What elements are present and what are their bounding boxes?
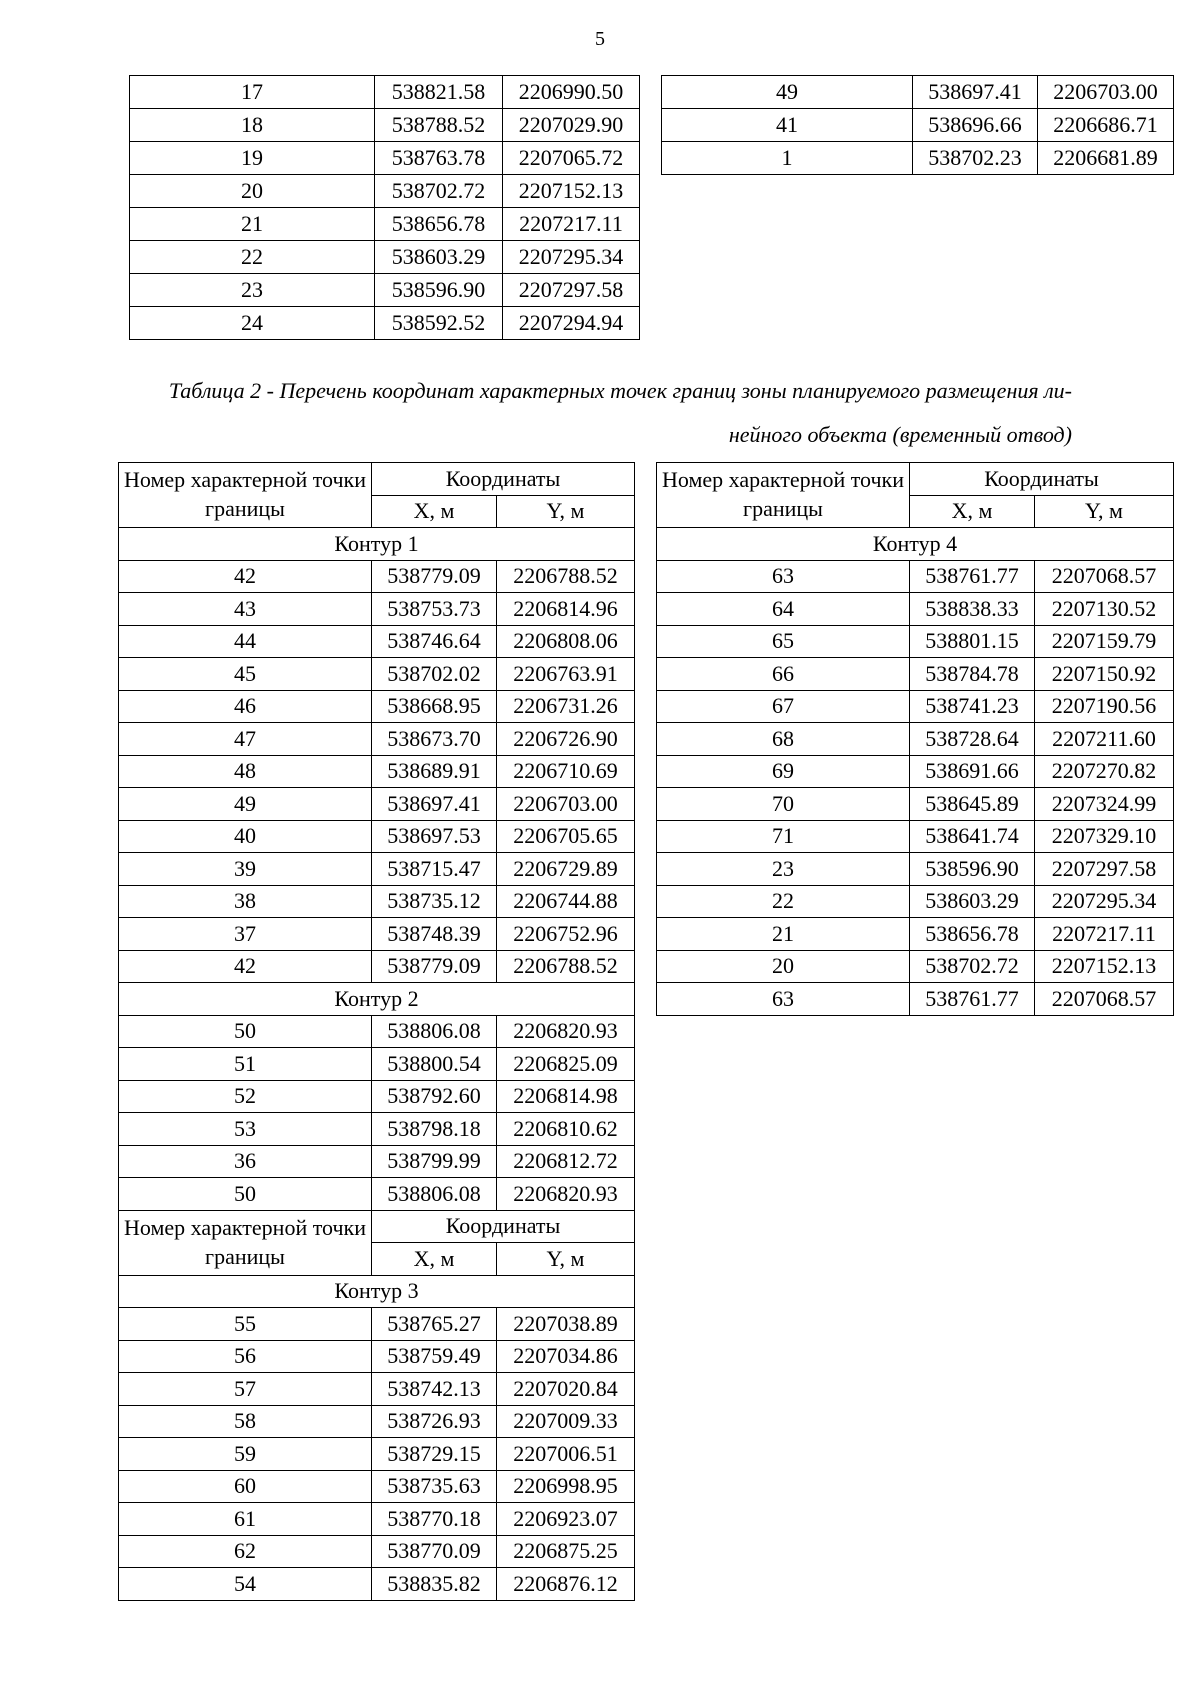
x-coordinate-cell: 538656.78 (910, 918, 1035, 951)
x-coordinate-cell: 538798.18 (372, 1113, 497, 1146)
table-row (119, 1535, 635, 1568)
y-coordinate-cell: 2206726.90 (497, 723, 635, 756)
y-coordinate-cell: 2206731.26 (497, 690, 635, 723)
x-coordinate-cell: 538800.54 (372, 1048, 497, 1081)
table-row (657, 885, 1174, 918)
y-coordinate-cell: 2206705.65 (497, 820, 635, 853)
x-coordinate-cell: 538673.70 (372, 723, 497, 756)
x-coordinate-cell: 538788.52 (375, 109, 503, 142)
table-row (657, 853, 1174, 886)
table-row (119, 560, 635, 593)
point-number-cell: 69 (657, 755, 910, 788)
x-coordinate-cell: 538835.82 (372, 1568, 497, 1601)
x-coordinate-cell: 538728.64 (910, 723, 1035, 756)
x-coordinate-cell: 538702.72 (375, 175, 503, 208)
header-coordinates: Координаты (372, 1210, 635, 1243)
y-coordinate-cell: 2206788.52 (497, 950, 635, 983)
point-number-cell: 63 (657, 983, 910, 1016)
point-number-cell: 1 (662, 142, 913, 175)
x-coordinate-cell: 538799.99 (372, 1145, 497, 1178)
y-coordinate-cell: 2207217.11 (503, 208, 640, 241)
point-number-cell: 20 (657, 950, 910, 983)
point-number-cell: 55 (119, 1308, 372, 1341)
x-coordinate-cell: 538735.12 (372, 885, 497, 918)
point-number-cell: 21 (130, 208, 375, 241)
point-number-cell: 60 (119, 1470, 372, 1503)
y-coordinate-cell: 2207009.33 (497, 1405, 635, 1438)
y-coordinate-cell: 2206703.00 (497, 788, 635, 821)
point-number-cell: 57 (119, 1373, 372, 1406)
point-number-cell: 67 (657, 690, 910, 723)
point-number-cell: 44 (119, 625, 372, 658)
y-coordinate-cell: 2206710.69 (497, 755, 635, 788)
point-number-cell: 56 (119, 1340, 372, 1373)
x-coordinate-cell: 538770.09 (372, 1535, 497, 1568)
y-coordinate-cell: 2207297.58 (503, 274, 640, 307)
point-number-cell: 48 (119, 755, 372, 788)
header-point-number: Номер характерной точки границы (119, 1210, 372, 1275)
point-number-cell: 51 (119, 1048, 372, 1081)
x-coordinate-cell: 538697.41 (913, 76, 1038, 109)
point-number-cell: 36 (119, 1145, 372, 1178)
x-coordinate-cell: 538689.91 (372, 755, 497, 788)
table-row (657, 690, 1174, 723)
table-row (119, 1503, 635, 1536)
table1-continued-right (661, 75, 1174, 175)
y-coordinate-cell: 2207324.99 (1035, 788, 1174, 821)
x-coordinate-cell: 538801.15 (910, 625, 1035, 658)
y-coordinate-cell: 2207217.11 (1035, 918, 1174, 951)
contour-1-title: Контур 1 (119, 528, 635, 561)
x-coordinate-cell: 538715.47 (372, 853, 497, 886)
x-coordinate-cell: 538729.15 (372, 1438, 497, 1471)
y-coordinate-cell: 2207068.57 (1035, 983, 1174, 1016)
table-row (657, 983, 1174, 1016)
point-number-cell: 19 (130, 142, 375, 175)
table-row (119, 1340, 635, 1373)
x-coordinate-cell: 538596.90 (375, 274, 503, 307)
table1-continued-left (129, 75, 640, 340)
y-coordinate-cell: 2207270.82 (1035, 755, 1174, 788)
table-row (119, 1178, 635, 1211)
y-coordinate-cell: 2206744.88 (497, 885, 635, 918)
x-coordinate-cell: 538742.13 (372, 1373, 497, 1406)
table-row (130, 208, 640, 241)
y-coordinate-cell: 2207130.52 (1035, 593, 1174, 626)
contour-2-title: Контур 2 (119, 983, 635, 1016)
x-coordinate-cell: 538702.23 (913, 142, 1038, 175)
table-row (657, 788, 1174, 821)
x-coordinate-cell: 538696.66 (913, 109, 1038, 142)
x-coordinate-cell: 538746.64 (372, 625, 497, 658)
table-header-row (657, 463, 1174, 496)
point-number-cell: 24 (130, 307, 375, 340)
table-row (119, 1015, 635, 1048)
table-row (119, 1308, 635, 1341)
table-row (119, 593, 635, 626)
y-coordinate-cell: 2207297.58 (1035, 853, 1174, 886)
table-row (119, 1568, 635, 1601)
x-coordinate-cell: 538697.41 (372, 788, 497, 821)
header-x: X, м (372, 495, 497, 528)
y-coordinate-cell: 2206752.96 (497, 918, 635, 951)
point-number-cell: 21 (657, 918, 910, 951)
table-row (119, 853, 635, 886)
y-coordinate-cell: 2206814.96 (497, 593, 635, 626)
x-coordinate-cell: 538641.74 (910, 820, 1035, 853)
table2-caption-line2: нейного объекта (временный отвод) (728, 422, 1072, 447)
y-coordinate-cell: 2207211.60 (1035, 723, 1174, 756)
table-row (119, 1080, 635, 1113)
x-coordinate-cell: 538741.23 (910, 690, 1035, 723)
x-coordinate-cell: 538656.78 (375, 208, 503, 241)
table-row (119, 723, 635, 756)
y-coordinate-cell: 2207295.34 (1035, 885, 1174, 918)
point-number-cell: 41 (662, 109, 913, 142)
point-number-cell: 37 (119, 918, 372, 951)
x-coordinate-cell: 538761.77 (910, 560, 1035, 593)
table-row (119, 950, 635, 983)
point-number-cell: 54 (119, 1568, 372, 1601)
table2-right (656, 462, 1174, 1016)
x-coordinate-cell: 538702.02 (372, 658, 497, 691)
table-row (119, 755, 635, 788)
y-coordinate-cell: 2206729.89 (497, 853, 635, 886)
table-row (130, 76, 640, 109)
y-coordinate-cell: 2206788.52 (497, 560, 635, 593)
point-number-cell: 23 (657, 853, 910, 886)
table-row (657, 625, 1174, 658)
point-number-cell: 70 (657, 788, 910, 821)
x-coordinate-cell: 538759.49 (372, 1340, 497, 1373)
point-number-cell: 53 (119, 1113, 372, 1146)
y-coordinate-cell: 2207034.86 (497, 1340, 635, 1373)
x-coordinate-cell: 538779.09 (372, 950, 497, 983)
x-coordinate-cell: 538753.73 (372, 593, 497, 626)
table-row (130, 307, 640, 340)
x-coordinate-cell: 538697.53 (372, 820, 497, 853)
page-number: 5 (595, 28, 605, 50)
point-number-cell: 39 (119, 853, 372, 886)
x-coordinate-cell: 538603.29 (375, 241, 503, 274)
table-header-row-repeat (119, 1210, 635, 1243)
table-row (130, 175, 640, 208)
point-number-cell: 22 (130, 241, 375, 274)
y-coordinate-cell: 2207006.51 (497, 1438, 635, 1471)
y-coordinate-cell: 2206820.93 (497, 1015, 635, 1048)
point-number-cell: 42 (119, 560, 372, 593)
y-coordinate-cell: 2206808.06 (497, 625, 635, 658)
point-number-cell: 49 (662, 76, 913, 109)
y-coordinate-cell: 2206686.71 (1038, 109, 1174, 142)
table-row (662, 142, 1174, 175)
y-coordinate-cell: 2206681.89 (1038, 142, 1174, 175)
point-number-cell: 68 (657, 723, 910, 756)
contour-4-title: Контур 4 (657, 528, 1174, 561)
header-coordinates: Координаты (910, 463, 1174, 496)
y-coordinate-cell: 2207029.90 (503, 109, 640, 142)
table-row (662, 109, 1174, 142)
x-coordinate-cell: 538596.90 (910, 853, 1035, 886)
header-point-number: Номер характерной точки границы (657, 463, 910, 528)
table-row (119, 820, 635, 853)
header-x: X, м (910, 495, 1035, 528)
header-y: Y, м (1035, 495, 1174, 528)
table-row (119, 918, 635, 951)
x-coordinate-cell: 538779.09 (372, 560, 497, 593)
point-number-cell: 49 (119, 788, 372, 821)
table-row (119, 1438, 635, 1471)
point-number-cell: 63 (657, 560, 910, 593)
table-row (657, 723, 1174, 756)
x-coordinate-cell: 538668.95 (372, 690, 497, 723)
point-number-cell: 66 (657, 658, 910, 691)
point-number-cell: 65 (657, 625, 910, 658)
table-row (119, 788, 635, 821)
table-row (119, 1145, 635, 1178)
point-number-cell: 50 (119, 1015, 372, 1048)
x-coordinate-cell: 538592.52 (375, 307, 503, 340)
y-coordinate-cell: 2207294.94 (503, 307, 640, 340)
y-coordinate-cell: 2207065.72 (503, 142, 640, 175)
y-coordinate-cell: 2206703.00 (1038, 76, 1174, 109)
point-number-cell: 71 (657, 820, 910, 853)
point-number-cell: 64 (657, 593, 910, 626)
contour-3-title: Контур 3 (119, 1275, 635, 1308)
point-number-cell: 59 (119, 1438, 372, 1471)
table-header-row (119, 463, 635, 496)
x-coordinate-cell: 538726.93 (372, 1405, 497, 1438)
x-coordinate-cell: 538763.78 (375, 142, 503, 175)
y-coordinate-cell: 2206812.72 (497, 1145, 635, 1178)
table2-caption-line1: Таблица 2 - Перечень координат характерных точек границ зоны планируемого размещения ли- (168, 378, 1072, 403)
point-number-cell: 40 (119, 820, 372, 853)
x-coordinate-cell: 538603.29 (910, 885, 1035, 918)
point-number-cell: 61 (119, 1503, 372, 1536)
table-row (119, 625, 635, 658)
x-coordinate-cell: 538838.33 (910, 593, 1035, 626)
y-coordinate-cell: 2207068.57 (1035, 560, 1174, 593)
table-row (130, 274, 640, 307)
y-coordinate-cell: 2207159.79 (1035, 625, 1174, 658)
x-coordinate-cell: 538702.72 (910, 950, 1035, 983)
y-coordinate-cell: 2207152.13 (503, 175, 640, 208)
table-row (119, 658, 635, 691)
x-coordinate-cell: 538770.18 (372, 1503, 497, 1536)
point-number-cell: 46 (119, 690, 372, 723)
y-coordinate-cell: 2207190.56 (1035, 690, 1174, 723)
y-coordinate-cell: 2206814.98 (497, 1080, 635, 1113)
x-coordinate-cell: 538806.08 (372, 1015, 497, 1048)
table-row (119, 1470, 635, 1503)
point-number-cell: 18 (130, 109, 375, 142)
point-number-cell: 62 (119, 1535, 372, 1568)
table-row (119, 1405, 635, 1438)
point-number-cell: 20 (130, 175, 375, 208)
point-number-cell: 42 (119, 950, 372, 983)
table-row (657, 918, 1174, 951)
table-row (130, 109, 640, 142)
x-coordinate-cell: 538761.77 (910, 983, 1035, 1016)
point-number-cell: 38 (119, 885, 372, 918)
y-coordinate-cell: 2207038.89 (497, 1308, 635, 1341)
table-row (657, 593, 1174, 626)
table-row (662, 76, 1174, 109)
point-number-cell: 45 (119, 658, 372, 691)
table-row (657, 658, 1174, 691)
table-row (119, 1113, 635, 1146)
table-row (130, 142, 640, 175)
y-coordinate-cell: 2206820.93 (497, 1178, 635, 1211)
point-number-cell: 17 (130, 76, 375, 109)
x-coordinate-cell: 538748.39 (372, 918, 497, 951)
header-y: Y, м (497, 495, 635, 528)
point-number-cell: 22 (657, 885, 910, 918)
point-number-cell: 23 (130, 274, 375, 307)
point-number-cell: 43 (119, 593, 372, 626)
y-coordinate-cell: 2207020.84 (497, 1373, 635, 1406)
x-coordinate-cell: 538821.58 (375, 76, 503, 109)
header-x: X, м (372, 1243, 497, 1276)
table2-left (118, 462, 635, 1601)
y-coordinate-cell: 2206923.07 (497, 1503, 635, 1536)
y-coordinate-cell: 2206998.95 (497, 1470, 635, 1503)
header-point-number: Номер характерной точки границы (119, 463, 372, 528)
x-coordinate-cell: 538645.89 (910, 788, 1035, 821)
header-y: Y, м (497, 1243, 635, 1276)
point-number-cell: 52 (119, 1080, 372, 1113)
y-coordinate-cell: 2206875.25 (497, 1535, 635, 1568)
table-row (130, 241, 640, 274)
y-coordinate-cell: 2206825.09 (497, 1048, 635, 1081)
y-coordinate-cell: 2206763.91 (497, 658, 635, 691)
y-coordinate-cell: 2207150.92 (1035, 658, 1174, 691)
table-row (657, 755, 1174, 788)
table-row (119, 1373, 635, 1406)
y-coordinate-cell: 2206810.62 (497, 1113, 635, 1146)
x-coordinate-cell: 538735.63 (372, 1470, 497, 1503)
x-coordinate-cell: 538792.60 (372, 1080, 497, 1113)
table-row (119, 690, 635, 723)
y-coordinate-cell: 2207295.34 (503, 241, 640, 274)
table-row (657, 560, 1174, 593)
point-number-cell: 47 (119, 723, 372, 756)
y-coordinate-cell: 2207329.10 (1035, 820, 1174, 853)
table-row (119, 1048, 635, 1081)
y-coordinate-cell: 2207152.13 (1035, 950, 1174, 983)
y-coordinate-cell: 2206876.12 (497, 1568, 635, 1601)
point-number-cell: 58 (119, 1405, 372, 1438)
point-number-cell: 50 (119, 1178, 372, 1211)
x-coordinate-cell: 538691.66 (910, 755, 1035, 788)
x-coordinate-cell: 538806.08 (372, 1178, 497, 1211)
x-coordinate-cell: 538765.27 (372, 1308, 497, 1341)
table-row (657, 820, 1174, 853)
table-row (657, 950, 1174, 983)
x-coordinate-cell: 538784.78 (910, 658, 1035, 691)
header-coordinates: Координаты (372, 463, 635, 496)
table-row (119, 885, 635, 918)
y-coordinate-cell: 2206990.50 (503, 76, 640, 109)
